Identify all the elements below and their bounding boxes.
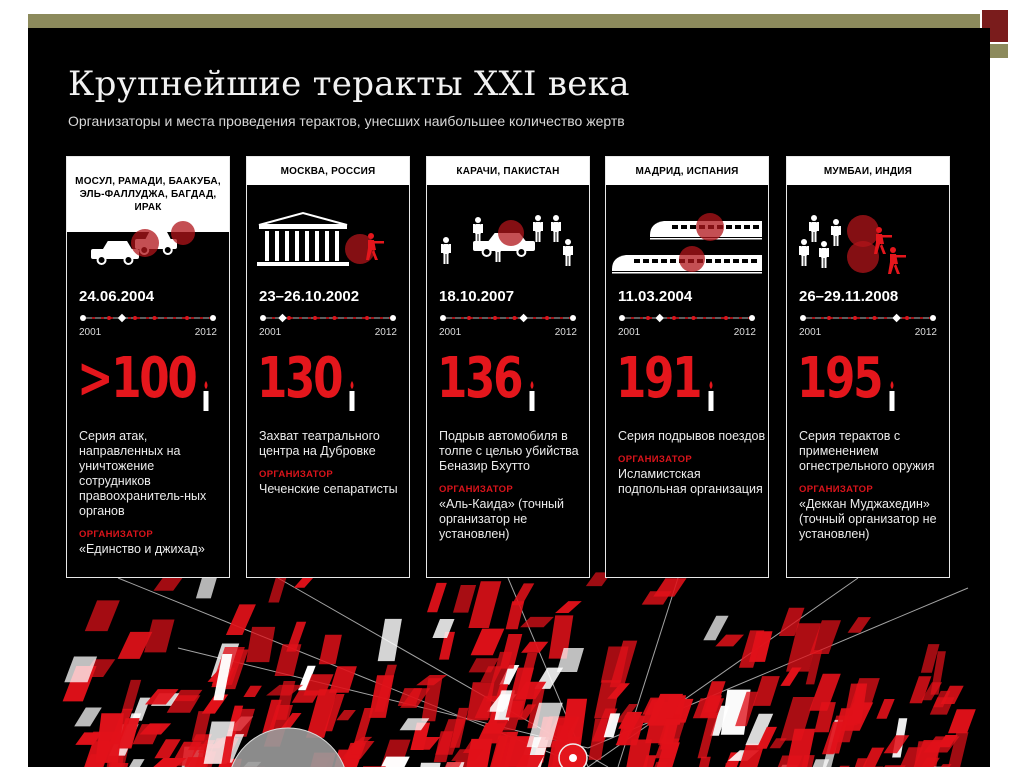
timeline — [79, 312, 217, 324]
slide-header-bar — [28, 14, 980, 28]
card-location: МОСКВА, РОССИЯ — [247, 157, 409, 185]
infographic-title: Крупнейшие теракты XXI века — [68, 64, 630, 104]
card-location: КАРАЧИ, ПАКИСТАН — [427, 157, 589, 185]
timeline-end-year: 2012 — [554, 327, 577, 338]
organizer-name: Исламистская подпольная организация — [618, 467, 763, 496]
organizer-label: ОРГАНИЗАТОР — [799, 484, 873, 495]
attack-details — [439, 429, 587, 542]
organizer-name: «Деккан Муджахедин» (точный организатор не установлен) — [799, 497, 937, 541]
timeline-end-year: 2012 — [733, 327, 756, 338]
attack-date: 23–26.10.2002 — [259, 288, 360, 305]
infographic — [28, 28, 990, 767]
attack-description: Захват театрального центра на Дубровке — [259, 429, 380, 458]
attack-description: Серия подрывов поездов — [618, 429, 766, 443]
infographic-subtitle: Организаторы и места проведения терактов, унесших наибольшее количество жертв — [68, 113, 625, 129]
attack-details — [618, 429, 766, 497]
attack-description: Подрыв автомобиля в толпе с целью убийства Беназир Бхутто — [439, 429, 579, 473]
timeline — [799, 312, 937, 324]
attack-date: 11.03.2004 — [618, 288, 693, 305]
shooters-icon — [793, 211, 943, 281]
timeline-start-year: 2001 — [618, 327, 641, 338]
timeline-end-year: 2012 — [914, 327, 937, 338]
timeline-start-year: 2001 — [79, 327, 102, 338]
attack-card — [66, 156, 230, 578]
attack-details — [259, 429, 407, 497]
timeline-start-year: 2001 — [259, 327, 282, 338]
attack-date: 26–29.11.2008 — [799, 288, 899, 305]
timeline — [439, 312, 577, 324]
victims-count: 195 — [797, 346, 882, 411]
organizer-label: ОРГАНИЗАТОР — [618, 454, 692, 465]
timeline-end-year: 2012 — [194, 327, 217, 338]
organizer-name: «Аль-Каида» (точный организатор не установлен) — [439, 497, 564, 541]
timeline — [259, 312, 397, 324]
card-location: МАДРИД, ИСПАНИЯ — [606, 157, 768, 185]
timeline-end-year: 2012 — [374, 327, 397, 338]
card-location: МОСУЛ, РАМАДИ, БААКУБА, ЭЛЬ-ФАЛЛУДЖА, БАГДАД, ИРАК — [67, 157, 229, 232]
candle-icon — [708, 381, 714, 411]
organizer-label: ОРГАНИЗАТОР — [439, 484, 513, 495]
attack-card — [786, 156, 950, 578]
candle-icon — [889, 381, 895, 411]
victims-count: 191 — [616, 346, 701, 411]
car-crowd-icon — [433, 211, 583, 281]
timeline — [618, 312, 756, 324]
trains-icon — [612, 211, 762, 281]
organizer-label: ОРГАНИЗАТОР — [259, 469, 333, 480]
card-location: МУМБАИ, ИНДИЯ — [787, 157, 949, 185]
candle-icon — [203, 381, 209, 411]
timeline-start-year: 2001 — [439, 327, 462, 338]
attack-description: Серия терактов с применением огнестрельного оружия — [799, 429, 935, 473]
candle-icon — [349, 381, 355, 411]
cars-icon — [73, 211, 223, 281]
victims-count: >100 — [77, 346, 196, 411]
timeline-start-year: 2001 — [799, 327, 822, 338]
theater-icon — [253, 211, 403, 281]
attack-details — [799, 429, 947, 542]
attack-card — [426, 156, 590, 578]
attack-card — [605, 156, 769, 578]
attack-details — [79, 429, 227, 557]
slide-corner-olive — [990, 44, 1008, 58]
candle-icon — [529, 381, 535, 411]
organizer-name: «Единство и джихад» — [79, 542, 205, 556]
attack-date: 18.10.2007 — [439, 288, 515, 305]
victims-count: 136 — [437, 346, 522, 411]
attack-card — [246, 156, 410, 578]
attack-description: Серия атак, направленных на уничтожение сотрудников правоохранитель-ных органов — [79, 429, 207, 518]
attack-date: 24.06.2004 — [79, 288, 155, 305]
organizer-name: Чеченские сепаратисты — [259, 482, 398, 496]
victims-count: 130 — [257, 346, 342, 411]
organizer-label: ОРГАНИЗАТОР — [79, 529, 153, 540]
